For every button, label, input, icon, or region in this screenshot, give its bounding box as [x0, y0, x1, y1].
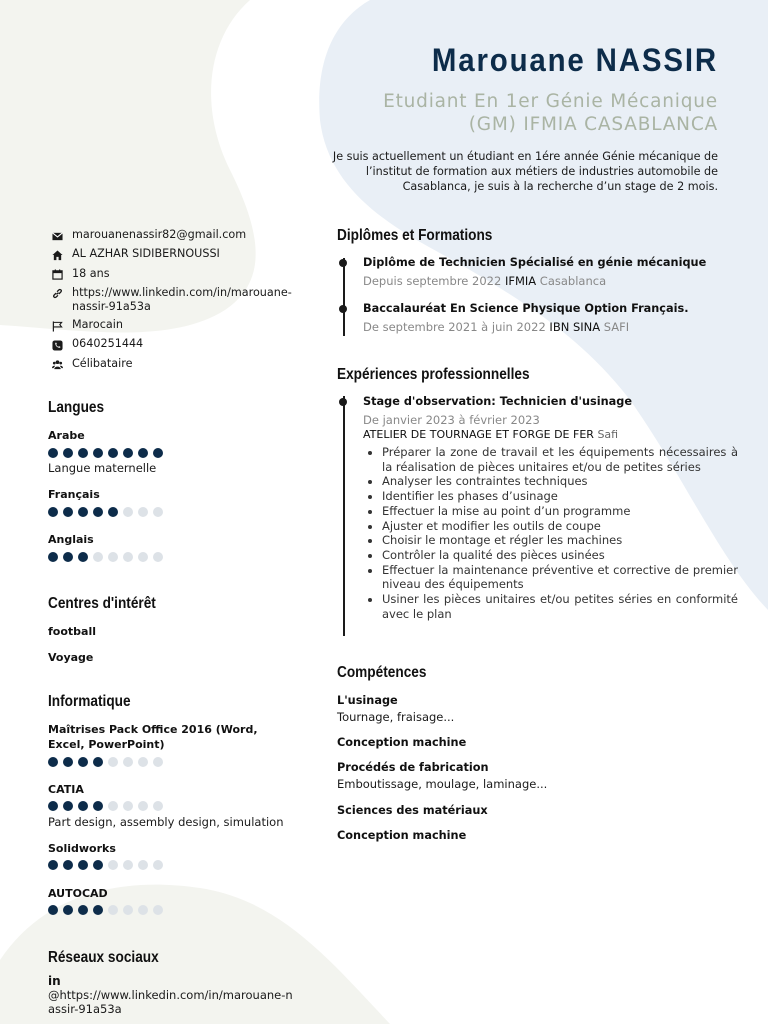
skill-title: Sciences des matériaux [337, 804, 488, 817]
experience-task: • Contrôler la qualité des pièces usinées [382, 548, 738, 563]
language-francais-label: Français [48, 488, 100, 501]
rating-dot-filled [78, 448, 88, 458]
contact-linkedin[interactable] [50, 286, 295, 314]
rating-dot-filled [78, 552, 88, 562]
language-arabe-note: Langue maternelle [48, 461, 157, 475]
calendar-icon [50, 268, 64, 282]
experience-title: Stage d'observation: Technicien d'usinage [363, 395, 633, 408]
skill-title: Procédés de fabrication [337, 761, 489, 774]
social-heading: Réseaux sociaux [48, 949, 159, 966]
it-office-rating [48, 757, 168, 767]
education-item-1-date: Depuis septembre 2022 [363, 274, 502, 288]
envelope-icon [50, 229, 64, 243]
rating-dot-empty [123, 905, 133, 915]
education-item-2-date: De septembre 2021 à juin 2022 [363, 320, 546, 334]
rating-dot-filled [48, 905, 58, 915]
experience-timeline [343, 396, 345, 636]
rating-dot-filled [48, 860, 58, 870]
rating-dot-empty [93, 552, 103, 562]
title-line-2: (GM) IFMIA CASABLANCA [468, 114, 718, 135]
rating-dot-empty [123, 860, 133, 870]
rating-dot-empty [108, 905, 118, 915]
rating-dot-filled [48, 801, 58, 811]
flag-icon [50, 319, 64, 333]
rating-dot-filled [63, 757, 73, 767]
it-autocad-label: AUTOCAD [48, 887, 108, 900]
it-office-label: Maîtrises Pack Office 2016 (Word, Excel, PowerPoint) [48, 723, 258, 751]
rating-dot-filled [108, 448, 118, 458]
rating-dot-empty [153, 507, 163, 517]
language-anglais-label: Anglais [48, 533, 94, 546]
contact-phone[interactable] [50, 337, 295, 352]
timeline-dot [339, 305, 347, 313]
rating-dot-empty [153, 801, 163, 811]
rating-dot-filled [93, 757, 103, 767]
interests-heading: Centres d'intérêt [48, 595, 156, 612]
it-autocad-rating [48, 905, 168, 915]
rating-dot-empty [138, 860, 148, 870]
rating-dot-filled [78, 860, 88, 870]
rating-dot-empty [123, 552, 133, 562]
timeline-dot [339, 398, 347, 406]
rating-dot-empty [108, 757, 118, 767]
rating-dot-filled [108, 507, 118, 517]
rating-dot-empty [108, 552, 118, 562]
experience-date: De janvier 2023 à février 2023 [363, 413, 540, 427]
experience-org [363, 428, 618, 441]
rating-dot-filled [48, 448, 58, 458]
skills-heading: Compétences [337, 664, 427, 681]
education-item-2-city: SAFI [603, 320, 630, 334]
title-line-1: Etudiant En 1er Génie Mécanique [383, 91, 718, 112]
rating-dot-filled [138, 448, 148, 458]
rating-dot-filled [63, 860, 73, 870]
link-icon [50, 287, 64, 301]
it-catia-rating [48, 801, 168, 811]
rating-dot-empty [123, 801, 133, 811]
nationality-text: Marocain [72, 318, 123, 332]
rating-dot-filled [93, 448, 103, 458]
rating-dot-empty [153, 757, 163, 767]
rating-dot-filled [63, 507, 73, 517]
contact-address [50, 247, 295, 262]
contact-list [50, 228, 295, 376]
rating-dot-filled [48, 507, 58, 517]
rating-dot-empty [138, 552, 148, 562]
interest-item: Voyage [48, 651, 94, 664]
rating-dot-filled [63, 905, 73, 915]
rating-dot-filled [63, 552, 73, 562]
candidate-name: Marouane NASSIR [431, 42, 718, 78]
rating-dot-filled [78, 801, 88, 811]
timeline-dot [339, 259, 347, 267]
language-arabe-label: Arabe [48, 429, 85, 442]
email-text: marouanenassir82@gmail.com [72, 228, 247, 241]
rating-dot-empty [138, 507, 148, 517]
status-text: Célibataire [72, 356, 133, 370]
age-text: 18 ans [72, 266, 110, 280]
rating-dot-filled [63, 801, 73, 811]
experience-task: • Effectuer la mise au point d’un programme [382, 504, 738, 519]
rating-dot-empty [138, 801, 148, 811]
rating-dot-filled [48, 757, 58, 767]
rating-dot-empty [153, 905, 163, 915]
skill-description: Emboutissage, moulage, laminage... [337, 777, 548, 791]
contact-age [50, 267, 295, 282]
rating-dot-filled [93, 507, 103, 517]
education-item-1-meta [363, 274, 606, 288]
experience-task: • Usiner les pièces unitaires et/ou petites séries en conformité avec le plan [382, 592, 738, 621]
rating-dot-empty [123, 507, 133, 517]
experience-city: Safi [597, 428, 619, 441]
rating-dot-filled [123, 448, 133, 458]
rating-dot-empty [138, 757, 148, 767]
experience-company: ATELIER DE TOURNAGE ET FORGE DE FER [363, 428, 594, 441]
experience-task: • Analyser les contraintes techniques [382, 474, 738, 489]
it-heading: Informatique [48, 693, 131, 710]
home-icon [50, 248, 64, 262]
phone-text: 0640251444 [72, 337, 144, 351]
rating-dot-filled [48, 552, 58, 562]
rating-dot-filled [93, 801, 103, 811]
address-text: AL AZHAR SIDIBERNOUSSI [72, 247, 220, 261]
it-catia-note: Part design, assembly design, simulation [48, 815, 284, 829]
rating-dot-empty [123, 757, 133, 767]
experience-task: • Préparer la zone de travail et les équipements nécessaires à la réalisation de pièces unitaires et/ou de petites séries [382, 445, 738, 474]
education-item-1-school: IFMIA [504, 274, 537, 288]
education-item-2-school: IBN SINA [549, 320, 601, 334]
rating-dot-empty [138, 905, 148, 915]
experience-task: • Identifier les phases d’usinage [382, 489, 738, 504]
skill-description: Tournage, fraisage... [337, 710, 455, 724]
it-catia-label: CATIA [48, 783, 84, 796]
skill-title: L'usinage [337, 694, 398, 707]
linkedin-icon[interactable]: in [48, 974, 61, 988]
experience-task-list [363, 445, 738, 621]
language-francais-rating [48, 507, 168, 517]
contact-email[interactable] [50, 228, 295, 243]
education-heading: Diplômes et Formations [337, 227, 493, 244]
rating-dot-filled [78, 905, 88, 915]
education-item-1-title: Diplôme de Technicien Spécialisé en génie mécanique [363, 256, 707, 269]
rating-dot-empty [153, 860, 163, 870]
contact-nationality [50, 318, 295, 333]
language-anglais-rating [48, 552, 168, 562]
rating-dot-filled [78, 757, 88, 767]
rating-dot-filled [153, 448, 163, 458]
rating-dot-filled [93, 905, 103, 915]
interest-item: football [48, 625, 96, 638]
rating-dot-empty [108, 860, 118, 870]
skill-title: Conception machine [337, 736, 467, 749]
candidate-title [318, 90, 718, 136]
it-solidworks-rating [48, 860, 168, 870]
language-arabe-rating [48, 448, 168, 458]
rating-dot-filled [63, 448, 73, 458]
contact-status [50, 357, 295, 372]
it-solidworks-label: Solidworks [48, 842, 116, 855]
experience-task: • Ajuster et modifier les outils de coupe [382, 519, 738, 534]
education-item-2-title: Baccalauréat En Science Physique Option Français. [363, 302, 689, 315]
experience-task: • Choisir le montage et régler les machines [382, 533, 738, 548]
profile-summary: Je suis actuellement un étudiant en 1ére année Génie mécanique de l’institut de formation aux métiers de industries automobile de Casablanca, je suis à la recherche d’un stage de 2 mois. [332, 150, 718, 193]
skill-title: Conception machine [337, 829, 467, 842]
phone-icon [50, 338, 64, 352]
education-timeline [343, 258, 345, 336]
linkedin-text: https://www.linkedin.com/in/marouane-nassir-91a53a [72, 285, 292, 313]
rating-dot-filled [78, 507, 88, 517]
education-item-1-city: Casablanca [539, 274, 607, 288]
experience-task: • Effectuer la maintenance préventive et corrective de premier niveau des équipements [382, 563, 738, 592]
rating-dot-empty [153, 552, 163, 562]
rating-dot-filled [93, 860, 103, 870]
rating-dot-empty [108, 801, 118, 811]
experience-heading: Expériences professionnelles [337, 366, 530, 383]
education-item-2-meta [363, 320, 629, 334]
social-linkedin-link[interactable]: @https://www.linkedin.com/in/marouane-nassir-91a53a [48, 988, 293, 1016]
users-icon [50, 358, 64, 372]
languages-heading: Langues [48, 399, 105, 416]
